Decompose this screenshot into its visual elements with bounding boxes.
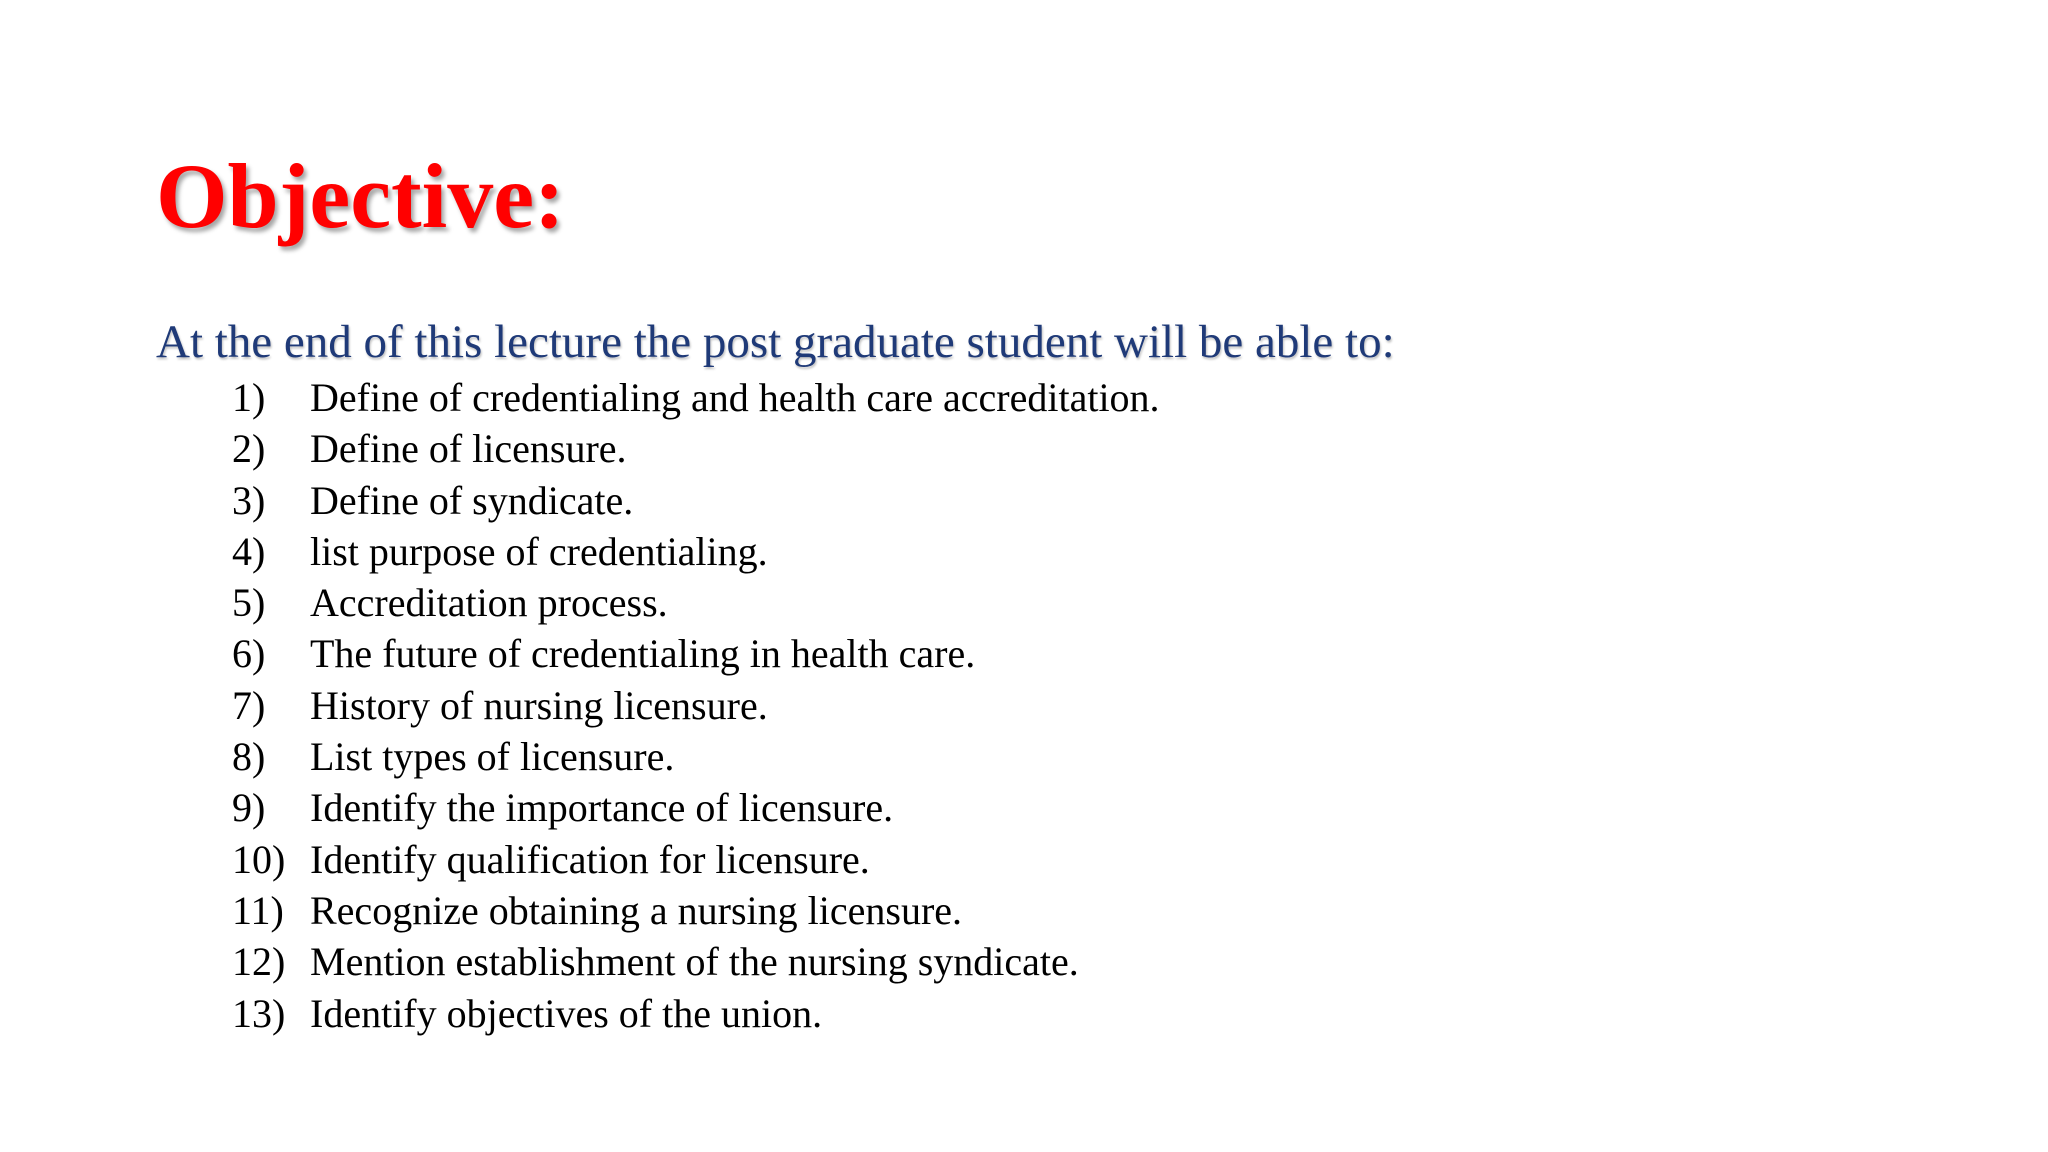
- objective-number: 12): [232, 939, 286, 985]
- objective-text: Define of syndicate.: [310, 477, 634, 523]
- objective-item: [232, 988, 1160, 1039]
- objective-text: Identify objectives of the union.: [310, 990, 823, 1036]
- objective-number: 3): [232, 477, 266, 523]
- objective-text: List types of licensure.: [310, 734, 675, 780]
- objective-text: Mention establishment of the nursing syndicate.: [310, 939, 1079, 985]
- objective-number: 10): [232, 836, 286, 882]
- objective-text: Define of credentialing and health care accreditation.: [310, 375, 1160, 420]
- objective-text: Define of licensure.: [310, 426, 627, 472]
- objective-text: list purpose of credentialing.: [310, 528, 768, 574]
- objective-item: [232, 628, 1160, 679]
- objective-number: 11): [232, 887, 284, 933]
- objective-item: [232, 936, 1160, 987]
- objective-item: [232, 731, 1160, 782]
- objective-item: [232, 577, 1160, 628]
- objective-text: Identify the importance of licensure.: [310, 785, 894, 831]
- objective-text: Recognize obtaining a nursing licensure.: [310, 887, 963, 933]
- objective-number: 9): [232, 785, 266, 831]
- objective-item: [232, 680, 1160, 731]
- objective-item: [232, 782, 1160, 833]
- objective-text: Accreditation process.: [310, 580, 668, 626]
- objective-number: 4): [232, 528, 266, 574]
- slide-title: Objective:: [156, 145, 565, 247]
- objective-number: 5): [232, 580, 266, 626]
- objective-number: 13): [232, 990, 286, 1036]
- objective-text: Identify qualification for licensure.: [310, 836, 870, 882]
- objective-item: [232, 834, 1160, 885]
- objective-text: The future of credentialing in health care.: [310, 631, 976, 677]
- objective-item: [232, 423, 1160, 474]
- objectives-list: [232, 372, 1160, 1039]
- objective-number: 8): [232, 734, 266, 780]
- objective-item: [232, 372, 1160, 423]
- objective-item: [232, 526, 1160, 577]
- objective-text: History of nursing licensure.: [310, 682, 768, 728]
- objective-item: [232, 475, 1160, 526]
- intro-text: At the end of this lecture the post graduate student will be able to:: [156, 316, 1395, 368]
- objective-number: 6): [232, 631, 266, 677]
- objective-number: 1): [232, 375, 266, 420]
- objective-item: [232, 885, 1160, 936]
- objective-number: 2): [232, 426, 266, 472]
- objective-number: 7): [232, 682, 266, 728]
